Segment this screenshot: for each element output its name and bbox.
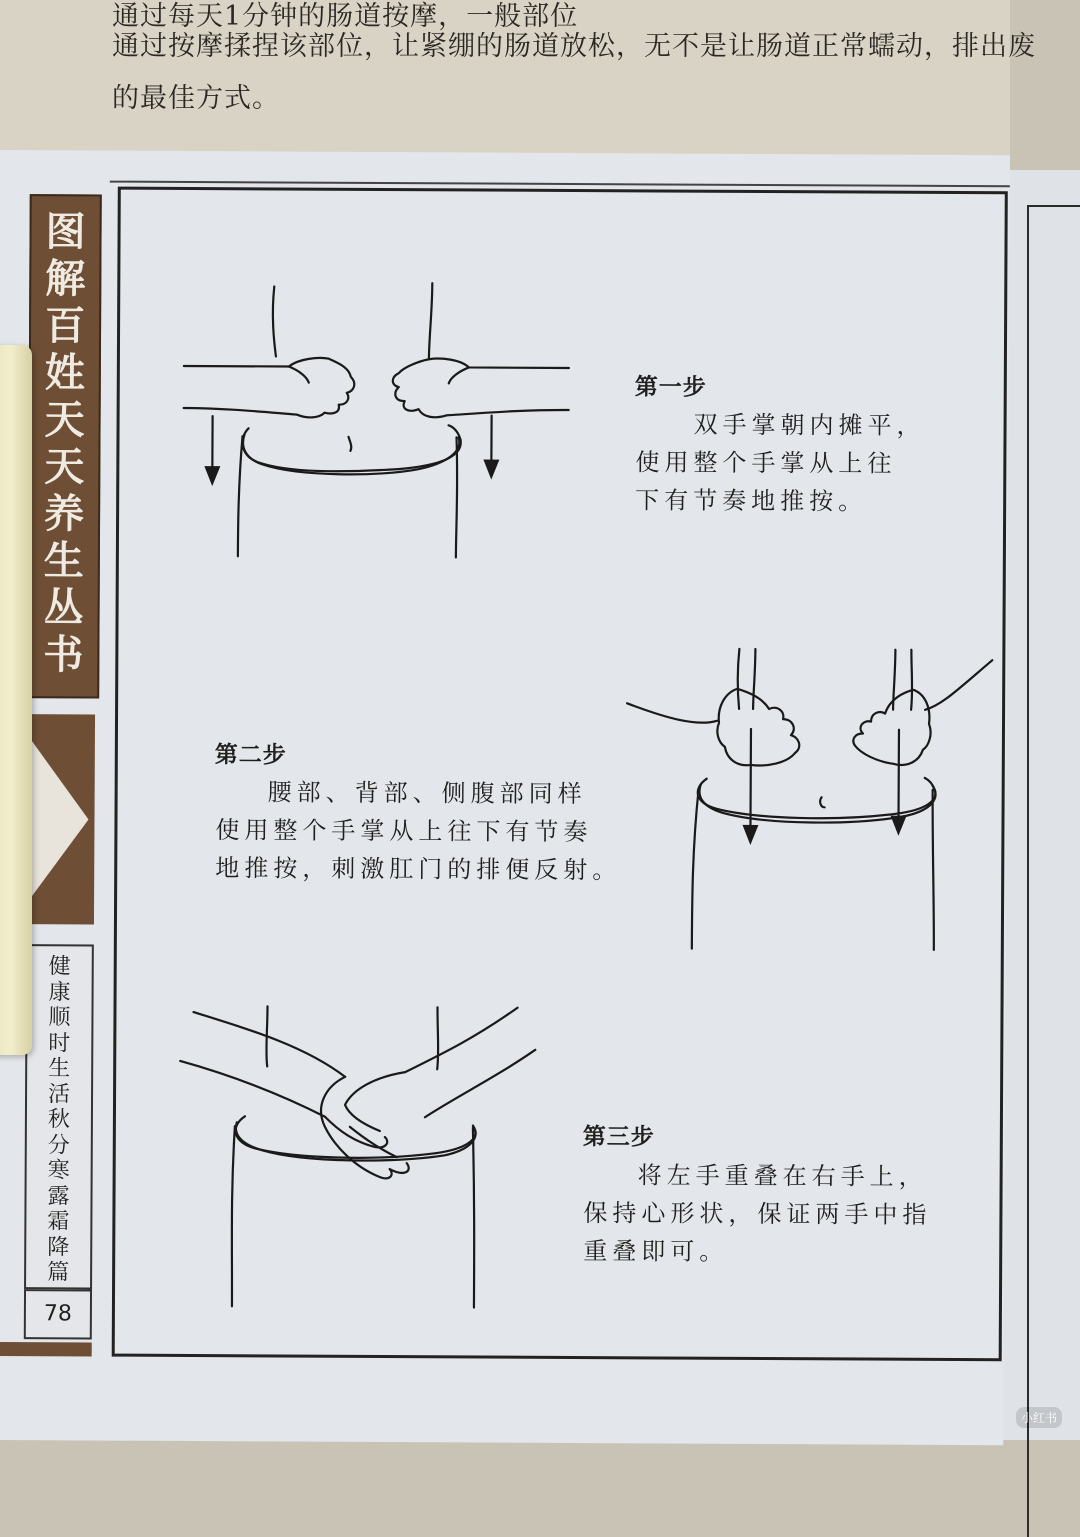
step3-line: 将左手重叠在右手上， [584,1156,932,1196]
facing-page-frame [1027,205,1080,1537]
subtitle-char: 寒 [27,1158,91,1184]
series-title-char: 养 [30,490,98,537]
frame-top-rule [110,181,1010,188]
side-tab [23,194,99,1394]
step1-illustration [178,286,579,568]
step1-line: 使用整个手掌从上往 [635,443,925,483]
step3-line: 重叠即可。 [583,1232,931,1272]
page-number: 78 [24,1289,92,1339]
step1-title: 第一步 [635,368,707,401]
series-title-char: 天 [30,396,98,443]
step2-illustration [626,648,998,960]
subtitle-char: 霜 [26,1209,90,1235]
step1-text [635,405,926,521]
top-text-line-2: 通过按摩揉捏该部位，让紧绷的肠道放松，无不是让肠道正常蠕动，排出废 [112,24,1036,63]
step2-line: 地推按，刺激肛门的排便反射。 [215,849,621,889]
series-title-char: 天 [30,443,98,490]
subtitle-char: 时 [27,1031,91,1057]
subtitle-char: 顺 [27,1005,91,1031]
book-page [0,150,1010,1445]
subtitle-char: 秋 [27,1107,91,1133]
series-title-char: 生 [30,537,98,584]
step3-illustration [174,1006,556,1318]
subtitle-char: 降 [26,1235,90,1261]
subtitle-char: 篇 [26,1260,90,1286]
step1-line: 双手掌朝内摊平， [635,405,925,445]
subtitle-char: 活 [27,1082,91,1108]
subtitle-char: 露 [26,1184,90,1210]
step1-line: 下有节奏地推按。 [635,481,925,521]
volume-subtitle-block [24,944,94,1289]
step2-line: 腰部、背部、侧腹部同样 [216,773,622,813]
series-title-char: 书 [29,631,97,678]
series-title-char: 图 [31,208,99,255]
step3-title: 第三步 [583,1118,655,1151]
subtitle-char: 健 [28,954,92,980]
series-title-block [27,194,102,698]
series-title-char: 百 [31,302,99,349]
top-text-line-3: 的最佳方式。 [112,76,280,115]
step3-text [583,1156,932,1272]
step2-line: 使用整个手掌从上往下有节奏 [215,811,621,851]
step2-text [215,773,622,889]
step3-line: 保持心形状，保证两手中指 [583,1194,931,1234]
bookmark-strip [0,345,32,1055]
facing-page-edge [1000,170,1080,1440]
series-title-char: 解 [31,255,99,302]
section-arrow-block [26,714,95,924]
subtitle-char: 分 [27,1133,91,1159]
spine-bottom-bar [0,1342,92,1357]
top-text-line-1: 通过每天1分钟的肠道按摩，一般部位 [112,0,578,33]
series-title-char: 姓 [31,349,99,396]
previous-page-text-area [0,0,1010,160]
subtitle-char: 康 [28,980,92,1006]
subtitle-char: 生 [27,1056,91,1082]
chevron-right-icon [26,734,89,904]
series-title-char: 丛 [29,584,97,631]
step2-title: 第二步 [215,736,287,769]
watermark: 小红书 [1016,1407,1062,1428]
